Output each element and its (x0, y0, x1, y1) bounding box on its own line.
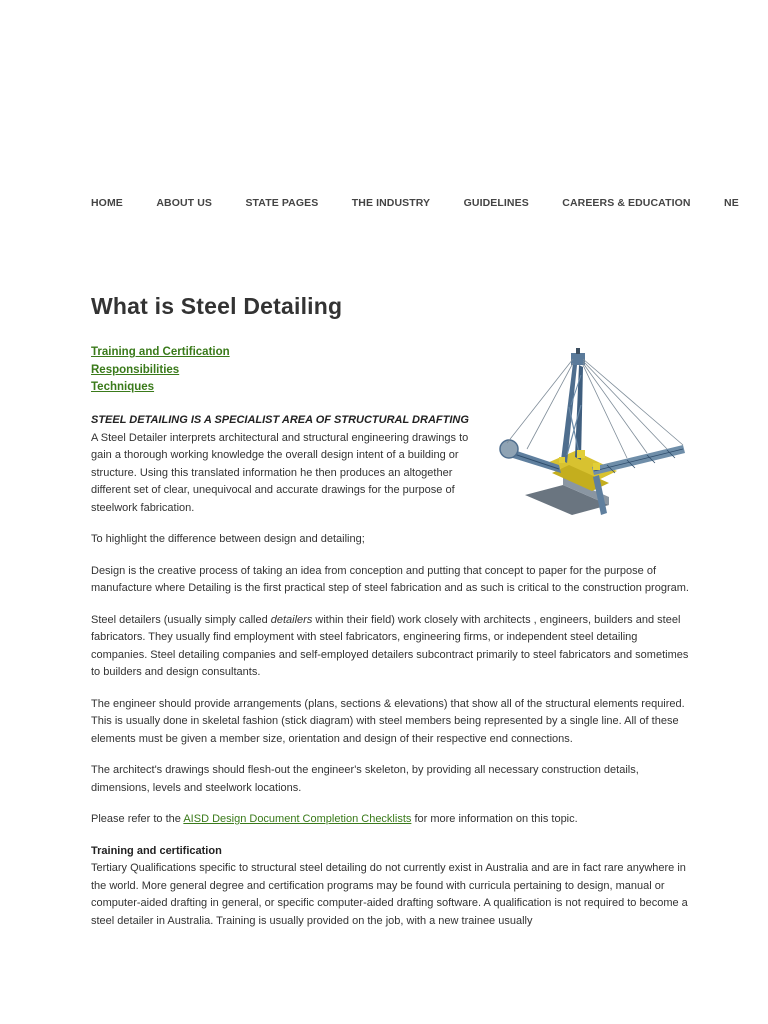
toc-link-responsibilities[interactable]: Responsibilities (91, 363, 180, 376)
article-body (91, 412, 689, 944)
refer-paragraph (91, 811, 689, 829)
refer-text-end: for more information on this topic. (411, 813, 578, 825)
toc-link-training[interactable]: Training and Certification (91, 346, 230, 358)
nav-about-us[interactable]: ABOUT US (156, 197, 212, 209)
aisd-checklist-link[interactable]: AISD Design Document Completion Checklists (183, 813, 412, 825)
training-heading: Training and certification (91, 844, 222, 857)
nav-state-pages[interactable]: STATE PAGES (245, 197, 319, 209)
nav-news[interactable]: NE (724, 197, 739, 209)
nav-careers-education[interactable]: CAREERS & EDUCATION (562, 197, 691, 209)
design-paragraph: Design is the creative process of taking an idea from conception and putting that concept to paper for the purpose of manufacture where Detailing is the first practical step of steel fabrication and as such is critical to the construction program. (91, 564, 689, 594)
section-subheading: STEEL DETAILING IS A SPECIALIST AREA OF STRUCTURAL DRAFTING (91, 414, 469, 426)
training-section (91, 843, 689, 931)
detailers-text-end: within their field) work closely with architects , engineers, builders and steel fabricators. They usually find employment with steel fabricators, engineering firms, or independent steel detailing companies. Steel detailing companies and self-employed detailers subcontract primarily to steel fabricators and sometimes to builders and design consultants. (91, 613, 689, 678)
architect-paragraph: The architect's drawings should flesh-out the engineer's skeleton, by providing all necessary construction details, dimensions, levels and steelwork locations. (91, 764, 639, 794)
detailers-emphasis: detailers (270, 613, 313, 626)
toc-link-techniques[interactable]: Techniques (91, 381, 155, 393)
nav-home[interactable]: HOME (91, 197, 123, 209)
detailers-text-start: Steel detailers (usually simply called (91, 613, 271, 626)
training-paragraph: Tertiary Qualifications specific to structural steel detailing do not currently exist in Australia and are in fact rare anywhere in the world. More general degree and certification programs may be found with curricula pertaining to design, manual or computer-aided drafting in general, or specific computer-aided drafting software. A qualification is not required to become a steel detailer in Australia. Training is usually provided on the job, with a new trainee usually (91, 862, 688, 927)
detailers-paragraph (91, 612, 689, 682)
intro-paragraph: A Steel Detailer interprets architectural and structural engineering drawings to gain a thorough working knowledge the overall design intent of a building or structure. Using this translated information he then produces an altogether different set of clear, unequivocal and accurate drawings for the purpose of steelwork fabrication. (91, 431, 469, 514)
engineer-paragraph: The engineer should provide arrangements (plans, sections & elevations) that show all of the structural elements required. This is usually done in skeletal fashion (stick diagram) with steel members being represented by a single line. All of these elements must be given a member size, orientation and design of their respective end connections. (91, 697, 685, 745)
page-title: What is Steel Detailing (91, 293, 343, 319)
highlight-paragraph: To highlight the difference between design and detailing; (91, 533, 365, 545)
nav-the-industry[interactable]: THE INDUSTRY (351, 197, 431, 209)
nav-guidelines[interactable]: GUIDELINES (463, 197, 529, 209)
refer-text-start: Please refer to the (91, 813, 184, 825)
main-navigation (91, 193, 739, 209)
table-of-contents (91, 344, 230, 397)
